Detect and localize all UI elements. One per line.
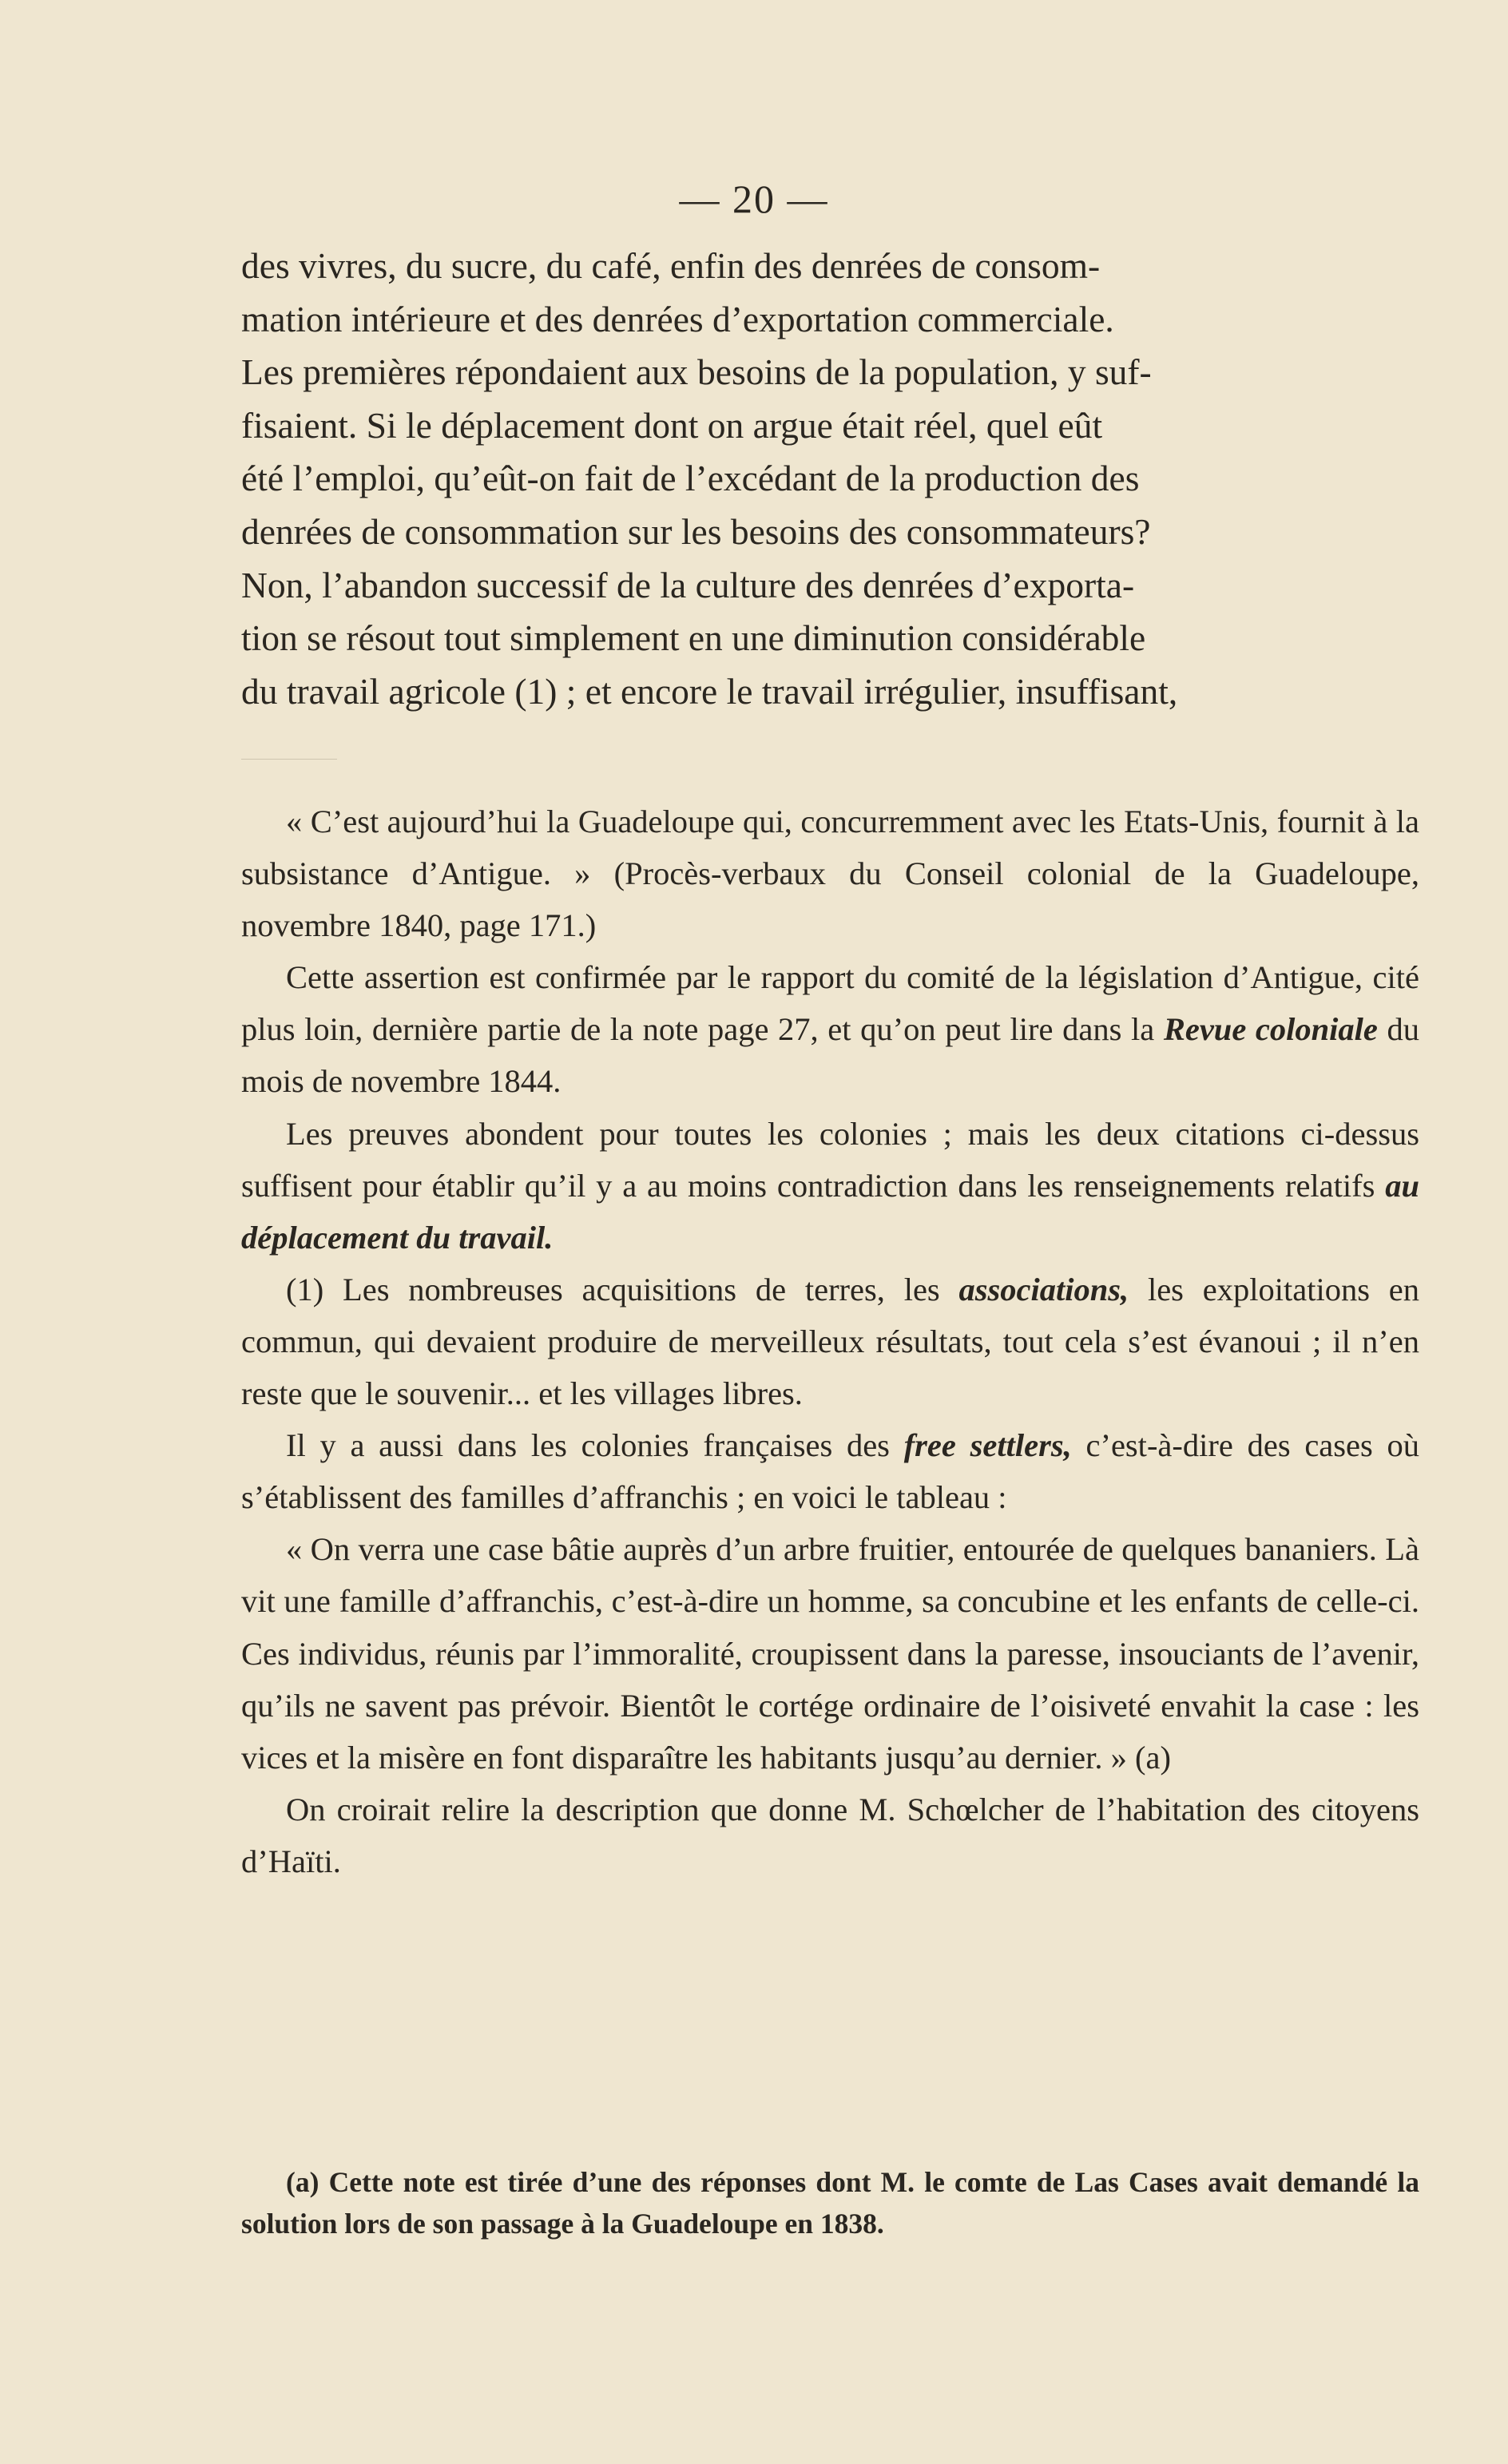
footnote-text: (1) Les nombreuses acquisitions de terres, les — [286, 1271, 959, 1307]
footnote-free-settlers — [241, 1419, 1419, 1523]
footnote-text: Il y a aussi dans les colonies françaises des — [286, 1427, 904, 1464]
footnote-text: « On verra une case bâtie auprès d’un arbre fruitier, entourée de quelques bananiers. Là vit une famille d’affranchis, c’est-à-dire un homme, sa concubine et les enfants de celle-ci. Ces individus, réunis par l’immoralité, croupissent dans la paresse, insouciants de l’avenir, qu’ils ne savent pas prévoir. Bientôt le cortége ordinaire de l’oisiveté envahit la case : les vices et la misère en font disparaître les habitants jusqu’au dernier. » (a) — [241, 1531, 1419, 1776]
body-line: Non, l’abandon successif de la culture des denrées d’exporta- — [241, 564, 1135, 605]
footnote-text: « C’est aujourd’hui la Guadeloupe qui, concurremment avec les Etats-Unis, fournit à la subsistance d’Antigue. » (Procès-verbaux du Conseil colonial de la Guadeloupe, novembre 1840, page 171.) — [241, 803, 1419, 944]
body-line: denrées de consommation sur les besoins des consommateurs? — [241, 510, 1151, 552]
footnote-quote-guadeloupe — [241, 796, 1419, 951]
footnote-text: c’est-à-dire des cases où s’établissent des familles d’affranchis ; en voici le tableau : — [241, 1427, 1419, 1516]
body-line: tion se résout tout simplement en une diminution considérable — [241, 617, 1146, 659]
footnote-italic: Revue coloniale — [1163, 1011, 1378, 1048]
footnote-proofs — [241, 1108, 1419, 1264]
body-line: mation intérieure et des denrées d’exportation commerciale. — [241, 298, 1114, 339]
body-line: des vivres, du sucre, du café, enfin des denrées de consom- — [241, 245, 1101, 286]
footnote-separator — [241, 759, 337, 760]
footnote-text: Cette assertion est confirmée par le rapport du comité de la législation d’Antigue, cité plus loin, dernière partie de la note page 27, et qu’on peut lire dans la — [241, 959, 1419, 1048]
body-line: été l’emploi, qu’eût-on fait de l’excédant de la production des — [241, 458, 1140, 499]
footnote-1 — [241, 1264, 1419, 1419]
footnotes — [241, 796, 1419, 1887]
footnote-text: du mois de novembre 1844. — [241, 1011, 1420, 1100]
body-line: du travail agricole (1) ; et encore le travail irrégulier, insuffisant, — [241, 670, 1178, 712]
footnote-assertion — [241, 951, 1419, 1107]
footnote-italic: au déplacement du travail. — [241, 1167, 1419, 1256]
footnote-text: On croirait relire la description que donne M. Schœlcher de l’habitation des citoyens d’Haïti. — [241, 1791, 1419, 1879]
body-line: Les premières répondaient aux besoins de la population, y suf- — [241, 351, 1152, 393]
footnote-schoelcher — [241, 1784, 1419, 1887]
footnote-text: Les preuves abondent pour toutes les colonies ; mais les deux citations ci-dessus suffisent pour établir qu’il y a au moins contradiction dans les renseignements relatifs — [241, 1115, 1419, 1204]
footnote-text: les exploitations en commun, qui devaient produire de merveilleux résultats, tout cela s’est évanoui ; il n’en reste que le souvenir... et les villages libres. — [241, 1271, 1419, 1412]
footnote-italic: free settlers, — [903, 1427, 1072, 1464]
footnote-case-description — [241, 1523, 1419, 1783]
footnote-a — [241, 2161, 1419, 2244]
footnote-a-text: (a) Cette note est tirée d’une des réponses dont M. le comte de Las Cases avait demandé la solution lors de son passage à la Guadeloupe en 1838. — [241, 2166, 1419, 2240]
page-number: — 20 — — [679, 177, 829, 221]
footnote-italic: associations, — [958, 1271, 1129, 1307]
main-body-text — [241, 240, 1419, 718]
body-line: fisaient. Si le déplacement dont on argue était réel, quel eût — [241, 404, 1103, 446]
